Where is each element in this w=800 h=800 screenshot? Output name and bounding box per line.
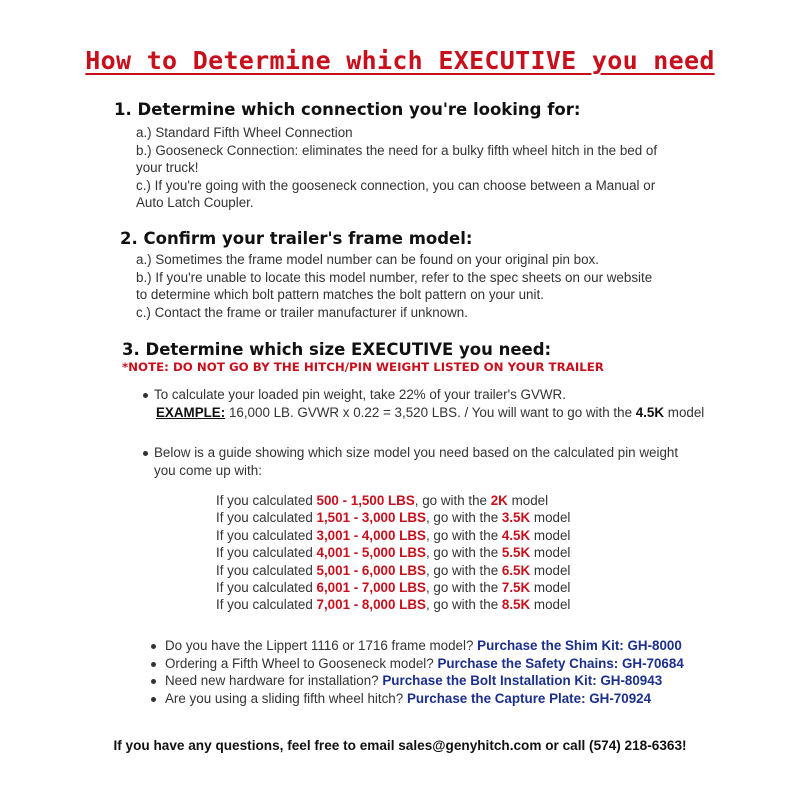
guide-row: If you calculated 4,001 - 5,000 LBS, go with the 5.5K model xyxy=(216,545,571,561)
list-item: a.) Standard Fifth Wheel Connection xyxy=(136,125,353,140)
page-title: How to Determine which EXECUTIVE you need xyxy=(85,46,715,75)
purchase-link[interactable]: Purchase the Shim Kit: GH-8000 xyxy=(477,638,682,653)
link-row xyxy=(165,672,662,690)
purchase-link[interactable]: Purchase the Safety Chains: GH-70684 xyxy=(437,655,684,671)
model-size: 4.5K xyxy=(501,527,531,543)
section-2-list xyxy=(136,251,666,321)
link-question: Need new hardware for installation? xyxy=(165,673,379,689)
guide-row: If you calculated 6,001 - 7,000 LBS, go with the 7.5K model xyxy=(216,580,571,596)
model-size: 3.5K xyxy=(501,510,531,526)
model-size: 2K xyxy=(490,493,508,508)
model-size: 8.5K xyxy=(501,597,531,613)
list-item: a.) Sometimes the frame model number can be found on your original pin box. xyxy=(136,252,599,267)
list-item: c.) If you're going with the gooseneck connection, you can choose between a Manual or Auto Latch Coupler. xyxy=(136,177,656,211)
contact-footer: If you have any questions, feel free to email sales@genyhitch.com or call (574) 218-6363! xyxy=(113,738,687,753)
section-2-heading: 2. Confirm your trailer's frame model: xyxy=(120,229,473,248)
guide-row: If you calculated 1,501 - 3,000 LBS, go with the 3.5K model xyxy=(216,510,571,526)
weight-guide-list xyxy=(216,492,570,614)
link-row xyxy=(165,655,684,673)
section-3-heading: 3. Determine which size EXECUTIVE you need: xyxy=(122,340,552,359)
link-row xyxy=(165,690,651,708)
model-size: 6.5K xyxy=(501,562,531,578)
guide-intro: Below is a guide showing which size model you need based on the calculated pin weight you come up with: xyxy=(154,445,679,478)
weight-range: 3,001 - 4,000 LBS xyxy=(316,527,426,543)
purchase-link[interactable]: Purchase the Bolt Installation Kit: GH-80943 xyxy=(382,673,663,689)
weight-note: *NOTE: DO NOT GO BY THE HITCH/PIN WEIGHT LISTED ON YOUR TRAILER xyxy=(122,360,604,374)
guide-row: If you calculated 500 - 1,500 LBS, go with the 2K model xyxy=(216,493,549,508)
link-row xyxy=(165,637,682,655)
list-item: b.) If you're unable to locate this model number, refer to the spec sheets on our website to determine which bolt pattern matches the bolt pattern on your unit. xyxy=(136,269,653,303)
weight-range: 4,001 - 5,000 LBS xyxy=(316,545,426,561)
weight-range: 1,501 - 3,000 LBS xyxy=(316,510,426,526)
weight-range: 5,001 - 6,000 LBS xyxy=(316,562,426,578)
weight-range: 6,001 - 7,000 LBS xyxy=(316,580,426,596)
purchase-link[interactable]: Purchase the Capture Plate: GH-70924 xyxy=(406,690,652,706)
guide-row: If you calculated 7,001 - 8,000 LBS, go with the 8.5K model xyxy=(216,597,571,613)
bullet-icon xyxy=(151,697,156,702)
bullet-icon xyxy=(151,644,156,649)
link-question: Ordering a Fifth Wheel to Gooseneck model? xyxy=(165,655,434,671)
list-item: c.) Contact the frame or trailer manufacturer if unknown. xyxy=(136,304,468,320)
bullet-icon xyxy=(151,662,156,667)
section-1-heading: 1. Determine which connection you're looking for: xyxy=(114,100,581,119)
example-line: EXAMPLE: 16,000 LB. GVWR x 0.22 = 3,520 LBS. / You will want to go with the 4.5K model xyxy=(156,404,705,420)
link-question: Are you using a sliding fifth wheel hitch? xyxy=(165,690,404,706)
calc-instruction: To calculate your loaded pin weight, take 22% of your trailer's GVWR. EXAMPLE: 16,000 LB. GVWR x 0.22 = 3,520 LBS. / You will want to go with the 4.5K model xyxy=(154,386,714,421)
bullet-icon xyxy=(151,679,156,684)
bullet-icon xyxy=(143,393,148,398)
list-item: b.) Gooseneck Connection: eliminates the need for a bulky fifth wheel hitch in the bed of your truck! xyxy=(136,142,658,176)
section-1-list xyxy=(136,124,676,212)
bullet-icon xyxy=(143,451,148,456)
guide-row: If you calculated 3,001 - 4,000 LBS, go with the 4.5K model xyxy=(216,527,571,543)
model-size: 7.5K xyxy=(501,580,531,596)
guide-row: If you calculated 5,001 - 6,000 LBS, go with the 6.5K model xyxy=(216,562,571,578)
example-model: 4.5K xyxy=(635,404,665,420)
model-size: 5.5K xyxy=(501,545,531,561)
weight-range: 7,001 - 8,000 LBS xyxy=(316,597,426,613)
link-question: Do you have the Lippert 1116 or 1716 frame model? xyxy=(165,638,474,653)
weight-range: 500 - 1,500 LBS xyxy=(316,493,415,508)
example-label: EXAMPLE: xyxy=(156,404,226,420)
